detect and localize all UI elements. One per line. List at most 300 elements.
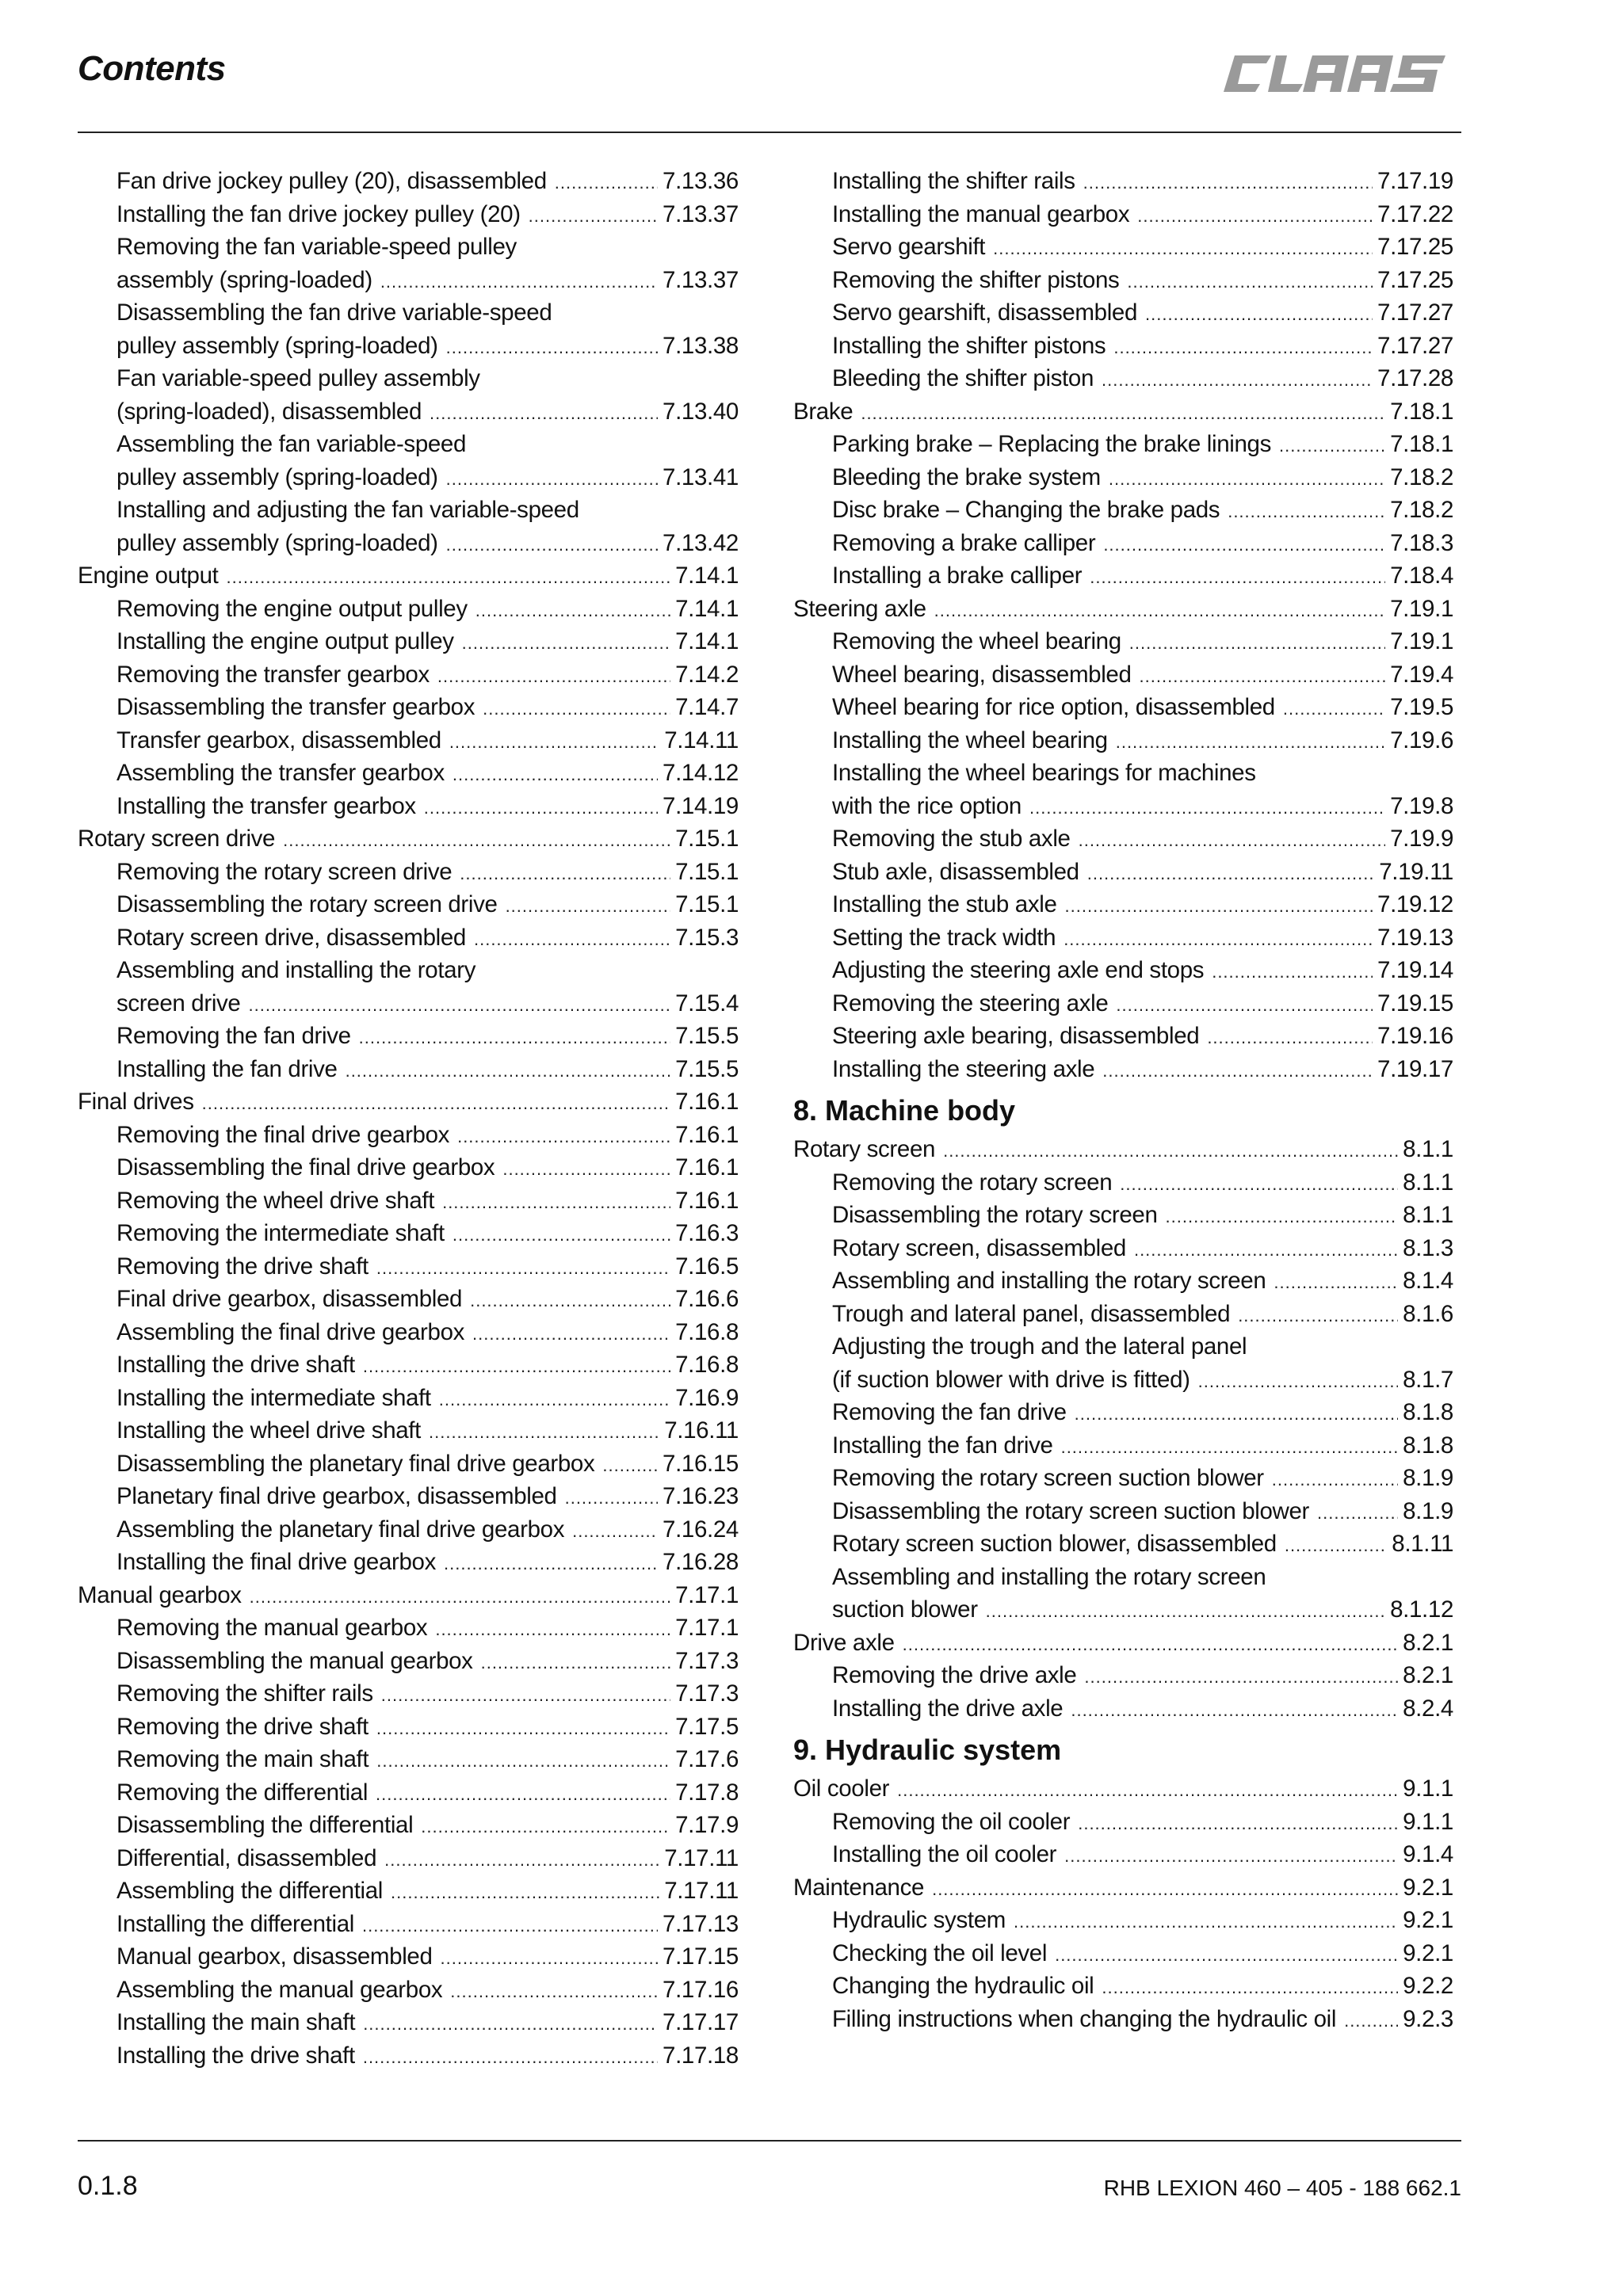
dot-leader xyxy=(1166,1200,1399,1232)
dot-leader xyxy=(565,1482,658,1513)
toc-entry[interactable] xyxy=(78,724,739,757)
toc-entry-title: Manual gearbox xyxy=(78,1581,242,1608)
toc-section-entry[interactable] xyxy=(78,822,739,856)
footer-document-ref: RHB LEXION 460 – 405 - 188 662.1 xyxy=(1103,2176,1461,2200)
toc-entry[interactable] xyxy=(793,1429,1453,1463)
toc-entry[interactable] xyxy=(793,527,1453,560)
toc-entry-page: 9.2.1 xyxy=(1403,1874,1453,1901)
toc-entry-title: Checking the oil level xyxy=(832,1939,1048,1966)
toc-right-column xyxy=(793,165,1453,2035)
toc-entry[interactable] xyxy=(793,1396,1453,1429)
toc-entry-page: 8.1.4 xyxy=(1403,1268,1453,1294)
toc-entry-title: Bleeding the shifter piston xyxy=(832,365,1094,391)
toc-entry-title: Assembling the transfer gearbox xyxy=(116,760,445,786)
dot-leader xyxy=(1090,561,1385,593)
toc-entry-title: Removing the drive axle xyxy=(832,1662,1077,1688)
toc-entry-page: 8.2.1 xyxy=(1403,1629,1453,1656)
toc-entry-title: Installing the main shaft xyxy=(116,2009,356,2035)
toc-entry-page: 7.18.1 xyxy=(1390,431,1453,457)
dot-leader xyxy=(202,1087,670,1119)
dot-leader xyxy=(380,265,658,297)
toc-entry-page: 7.16.28 xyxy=(663,1549,739,1575)
toc-entry-title: Filling instructions when changing the hydraulic oil xyxy=(832,2005,1337,2032)
toc-entry[interactable] xyxy=(793,987,1453,1020)
toc-entry-page: 7.19.1 xyxy=(1390,595,1453,622)
toc-entry[interactable] xyxy=(78,1447,739,1481)
toc-entry[interactable] xyxy=(793,1330,1453,1363)
dot-leader xyxy=(1134,1234,1398,1265)
toc-section-entry[interactable] xyxy=(793,1627,1453,1660)
toc-entry[interactable] xyxy=(78,691,739,724)
toc-entry-title: Assembling the fan variable-speed xyxy=(116,431,467,457)
toc-entry-title: Removing the fan drive xyxy=(832,1399,1067,1425)
toc-entry[interactable] xyxy=(78,1184,739,1218)
toc-entry-page: 8.1.6 xyxy=(1403,1300,1453,1327)
toc-entry[interactable] xyxy=(793,428,1453,461)
toc-entry[interactable] xyxy=(793,494,1453,527)
toc-entry-title: Installing the oil cooler xyxy=(832,1841,1057,1867)
toc-entry-page: 7.14.7 xyxy=(675,694,739,720)
toc-entry[interactable] xyxy=(78,1974,739,2007)
toc-entry-page: 8.1.1 xyxy=(1403,1136,1453,1162)
toc-entry-title: Assembling and installing the rotary xyxy=(116,957,476,983)
toc-entry-page: 7.15.3 xyxy=(675,924,739,951)
toc-entry-page: 7.14.1 xyxy=(675,563,739,589)
toc-entry[interactable] xyxy=(78,1908,739,1941)
toc-entry[interactable] xyxy=(78,1217,739,1250)
dot-leader xyxy=(250,1581,670,1612)
dot-leader xyxy=(457,1120,670,1152)
toc-entry[interactable] xyxy=(793,165,1453,198)
toc-entry-page: 7.19.6 xyxy=(1390,727,1453,753)
dot-leader xyxy=(384,1844,659,1875)
dot-leader xyxy=(1102,1971,1398,2003)
toc-entry-page: 7.15.5 xyxy=(675,1023,739,1049)
toc-entry[interactable] xyxy=(793,461,1453,494)
toc-entry[interactable] xyxy=(78,1513,739,1547)
toc-entry[interactable] xyxy=(793,921,1453,955)
dot-leader xyxy=(444,1547,658,1579)
toc-entry[interactable] xyxy=(78,625,739,658)
toc-entry[interactable] xyxy=(793,231,1453,264)
toc-entry-page: 7.17.25 xyxy=(1377,266,1453,293)
toc-entry[interactable] xyxy=(78,395,739,429)
dot-leader xyxy=(449,726,659,757)
toc-entry-title: Installing the shifter rails xyxy=(832,168,1075,194)
toc-entry-page: 7.18.4 xyxy=(1390,563,1453,589)
toc-entry[interactable] xyxy=(78,1842,739,1875)
toc-entry-page: 7.13.38 xyxy=(663,332,739,359)
dot-leader xyxy=(943,1135,1398,1166)
toc-entry[interactable] xyxy=(78,1053,739,1086)
toc-entry-page: 7.17.27 xyxy=(1377,299,1453,326)
toc-entry-title: Wheel bearing for rice option, disassembled xyxy=(832,694,1275,720)
section-heading: 8. Machine body xyxy=(793,1094,1016,1127)
toc-entry-page: 9.1.4 xyxy=(1403,1841,1453,1867)
toc-entry[interactable] xyxy=(793,362,1453,395)
toc-entry-title: Removing the fan variable-speed pulley xyxy=(116,234,517,260)
toc-entry-page: 7.16.23 xyxy=(663,1483,739,1509)
dot-leader xyxy=(446,528,658,560)
dot-leader xyxy=(506,890,671,921)
toc-entry[interactable] xyxy=(793,1561,1453,1594)
dot-leader xyxy=(1283,692,1385,724)
toc-entry-title: Changing the hydraulic oil xyxy=(832,1973,1094,1999)
toc-entry-title: Disc brake – Changing the brake pads xyxy=(832,497,1220,523)
dot-leader xyxy=(283,824,670,856)
toc-entry[interactable] xyxy=(78,362,739,395)
toc-entry-title: Installing the intermediate shaft xyxy=(116,1384,431,1411)
toc-entry-title: Rotary screen drive, disassembled xyxy=(116,924,466,951)
toc-entry[interactable] xyxy=(793,1659,1453,1692)
dot-leader xyxy=(502,1153,670,1184)
toc-entry[interactable] xyxy=(793,625,1453,658)
toc-entry[interactable] xyxy=(78,1382,739,1415)
toc-entry-title: Installing the wheel bearings for machines xyxy=(832,760,1256,786)
toc-entry[interactable] xyxy=(78,1020,739,1053)
toc-entry-page: 7.14.1 xyxy=(675,628,739,654)
toc-entry-title: Installing the fan drive xyxy=(116,1055,338,1082)
dot-leader xyxy=(1102,364,1373,395)
toc-entry-title: Removing the drive shaft xyxy=(116,1253,369,1280)
dot-leader xyxy=(1064,1840,1398,1871)
toc-entry-title: Installing the steering axle xyxy=(832,1055,1095,1082)
toc-entry[interactable] xyxy=(78,856,739,889)
toc-entry-title: Oil cooler xyxy=(793,1775,890,1802)
toc-entry[interactable] xyxy=(793,2003,1453,2036)
toc-entry[interactable] xyxy=(793,1053,1453,1086)
dot-leader xyxy=(555,166,658,198)
dot-leader xyxy=(993,232,1373,264)
toc-entry[interactable] xyxy=(793,1232,1453,1265)
toc-section-entry[interactable] xyxy=(793,1772,1453,1806)
toc-entry[interactable] xyxy=(78,790,739,823)
dot-leader xyxy=(1065,890,1373,921)
toc-entry[interactable] xyxy=(78,1348,739,1382)
dot-leader xyxy=(1140,660,1386,692)
toc-entry[interactable] xyxy=(78,1546,739,1579)
toc-entry[interactable] xyxy=(793,954,1453,987)
toc-entry-page: 7.15.1 xyxy=(675,891,739,917)
toc-entry-title: Engine output xyxy=(78,563,219,589)
toc-entry-title: Trough and lateral panel, disassembled xyxy=(832,1300,1231,1327)
toc-section-entry[interactable] xyxy=(793,593,1453,626)
toc-entry-page: 7.17.1 xyxy=(675,1581,739,1608)
dot-leader xyxy=(429,1416,659,1447)
toc-entry[interactable] xyxy=(78,330,739,363)
dot-leader xyxy=(1075,1398,1398,1429)
toc-entry[interactable] xyxy=(78,428,739,461)
dot-leader xyxy=(483,692,670,724)
toc-entry-page: 7.17.3 xyxy=(675,1647,739,1674)
toc-entry[interactable] xyxy=(78,461,739,494)
toc-section-entry[interactable] xyxy=(78,1085,739,1119)
toc-entry-page: 7.16.1 xyxy=(675,1089,739,1115)
dot-leader xyxy=(602,1449,658,1481)
dot-leader xyxy=(424,791,658,823)
toc-entry-page: 7.15.4 xyxy=(675,990,739,1016)
toc-entry-title: Installing the stub axle xyxy=(832,891,1057,917)
toc-entry-title: Installing a brake calliper xyxy=(832,563,1083,589)
toc-entry[interactable] xyxy=(793,1298,1453,1331)
toc-entry-title: Installing the final drive gearbox xyxy=(116,1549,436,1575)
dot-leader xyxy=(462,627,670,658)
toc-entry-page: 9.2.2 xyxy=(1403,1973,1453,1999)
toc-entry[interactable] xyxy=(78,593,739,626)
toc-entry-page: 8.1.3 xyxy=(1403,1234,1453,1261)
toc-entry[interactable] xyxy=(793,1692,1453,1726)
toc-entry[interactable] xyxy=(78,1776,739,1810)
toc-entry[interactable] xyxy=(78,1250,739,1283)
toc-entry-title: with the rice option xyxy=(832,792,1022,819)
toc-entry-page: 7.16.1 xyxy=(675,1121,739,1148)
toc-entry-page: 7.18.2 xyxy=(1390,463,1453,490)
toc-entry-title: Installing the drive shaft xyxy=(116,1352,355,1378)
toc-entry[interactable] xyxy=(793,1199,1453,1232)
dot-leader xyxy=(470,1284,670,1316)
toc-entry[interactable] xyxy=(78,2006,739,2039)
toc-entry-title: Removing the stub axle xyxy=(832,826,1071,852)
toc-entry-title: Installing the fan drive jockey pulley (20) xyxy=(116,200,521,227)
dot-leader xyxy=(1127,265,1373,297)
toc-entry[interactable] xyxy=(78,2039,739,2073)
toc-entry-title: Maintenance xyxy=(793,1874,925,1901)
toc-entry-title: Wheel bearing, disassembled xyxy=(832,661,1132,688)
toc-entry[interactable] xyxy=(793,330,1453,363)
toc-entry[interactable] xyxy=(793,1904,1453,1937)
toc-entry-title: Disassembling the fan drive variable-speed xyxy=(116,299,552,326)
toc-entry[interactable] xyxy=(78,1875,739,1908)
dot-leader xyxy=(932,1873,1398,1905)
toc-entry[interactable] xyxy=(78,1940,739,1974)
toc-entry-page: 7.16.15 xyxy=(663,1450,739,1477)
toc-entry-title: Disassembling the planetary final drive gearbox xyxy=(116,1450,595,1477)
toc-entry-title: pulley assembly (spring-loaded) xyxy=(116,463,438,490)
dot-leader xyxy=(346,1055,671,1086)
dot-leader xyxy=(474,923,670,955)
toc-entry-title: Assembling the manual gearbox xyxy=(116,1976,443,2003)
toc-entry-title: Assembling the final drive gearbox xyxy=(116,1318,465,1345)
toc-entry[interactable] xyxy=(793,1264,1453,1298)
toc-entry-page: 7.14.19 xyxy=(663,792,739,819)
toc-entry[interactable] xyxy=(793,658,1453,692)
dot-leader xyxy=(1279,429,1385,461)
toc-entry[interactable] xyxy=(78,1414,739,1447)
toc-entry[interactable] xyxy=(78,296,739,330)
toc-entry-title: Removing the oil cooler xyxy=(832,1808,1071,1835)
dot-leader xyxy=(363,1350,670,1382)
dot-leader xyxy=(1087,857,1374,889)
toc-section-entry[interactable] xyxy=(793,1871,1453,1905)
toc-section-entry[interactable] xyxy=(78,1579,739,1612)
dot-leader xyxy=(359,1021,670,1053)
toc-entry[interactable] xyxy=(793,1462,1453,1495)
toc-entry-page: 8.1.8 xyxy=(1403,1399,1453,1425)
toc-entry[interactable] xyxy=(78,527,739,560)
toc-entry[interactable] xyxy=(793,1363,1453,1397)
dot-leader xyxy=(227,561,671,593)
toc-entry-page: 7.17.27 xyxy=(1377,332,1453,359)
dot-leader xyxy=(1272,1463,1398,1495)
claas-logo xyxy=(1224,55,1445,92)
toc-section-entry[interactable] xyxy=(793,1133,1453,1166)
toc-entry[interactable] xyxy=(78,1645,739,1678)
toc-entry[interactable] xyxy=(78,888,739,921)
dot-leader xyxy=(1103,528,1385,560)
dot-leader xyxy=(430,397,658,429)
toc-entry-page: 7.14.1 xyxy=(675,595,739,622)
toc-entry[interactable] xyxy=(793,888,1453,921)
dot-leader xyxy=(1116,989,1373,1020)
toc-entry[interactable] xyxy=(793,1166,1453,1199)
dot-leader xyxy=(1228,495,1385,527)
dot-leader xyxy=(1079,824,1385,856)
toc-entry[interactable] xyxy=(793,1020,1453,1053)
toc-left-column xyxy=(78,165,739,2072)
dot-leader xyxy=(446,463,658,494)
toc-entry[interactable] xyxy=(78,921,739,955)
toc-entry-page: 7.17.13 xyxy=(663,1910,739,1937)
toc-entry-title: Steering axle xyxy=(793,595,926,622)
dot-leader xyxy=(421,1810,670,1842)
toc-entry[interactable] xyxy=(78,987,739,1020)
toc-entry-title: Servo gearshift xyxy=(832,234,986,260)
toc-entry[interactable] xyxy=(78,1119,739,1152)
toc-entry[interactable] xyxy=(793,559,1453,593)
toc-entry-page: 7.16.5 xyxy=(675,1253,739,1280)
toc-entry-title: Installing the transfer gearbox xyxy=(116,792,416,819)
toc-entry-title: Removing the rotary screen suction blower xyxy=(832,1465,1264,1491)
dot-leader xyxy=(1061,1431,1399,1463)
toc-entry-page: 9.1.1 xyxy=(1403,1808,1453,1835)
toc-entry[interactable] xyxy=(793,1527,1453,1561)
toc-entry-title: Removing the main shaft xyxy=(116,1746,369,1772)
dot-leader xyxy=(1078,1807,1398,1839)
toc-entry[interactable] xyxy=(793,264,1453,297)
toc-entry-title: Brake xyxy=(793,398,854,425)
toc-entry[interactable] xyxy=(793,1970,1453,2003)
dot-leader xyxy=(986,1595,1385,1627)
toc-entry-page: 8.2.4 xyxy=(1403,1695,1453,1722)
toc-entry-title: Manual gearbox, disassembled xyxy=(116,1943,433,1970)
toc-entry[interactable] xyxy=(78,1711,739,1744)
toc-entry-page: 7.16.1 xyxy=(675,1154,739,1180)
dot-leader xyxy=(1071,1694,1398,1726)
toc-entry[interactable] xyxy=(78,1743,739,1776)
toc-entry[interactable] xyxy=(78,1677,739,1711)
toc-entry[interactable] xyxy=(793,822,1453,856)
toc-entry-title: Differential, disassembled xyxy=(116,1844,377,1871)
dot-leader xyxy=(1198,1365,1399,1397)
toc-entry[interactable] xyxy=(78,1316,739,1349)
toc-entry-page: 7.17.11 xyxy=(664,1878,739,1904)
dot-leader xyxy=(1014,1905,1398,1937)
toc-entry-page: 7.17.1 xyxy=(675,1615,739,1641)
dot-leader xyxy=(446,331,658,363)
toc-entry-page: 7.13.36 xyxy=(663,168,739,194)
toc-entry-title: Rotary screen xyxy=(793,1136,936,1162)
dot-leader xyxy=(362,1909,658,1941)
toc-entry-page: 7.19.11 xyxy=(1379,858,1453,885)
toc-section-entry[interactable] xyxy=(78,559,739,593)
toc-entry-title: Installing the differential xyxy=(116,1910,354,1937)
toc-entry-page: 8.1.1 xyxy=(1403,1169,1453,1196)
toc-entry-page: 9.1.1 xyxy=(1403,1775,1453,1802)
toc-entry[interactable] xyxy=(78,264,739,297)
toc-entry[interactable] xyxy=(793,757,1453,790)
dot-leader xyxy=(475,594,670,626)
toc-entry-title: Planetary final drive gearbox, disassembled xyxy=(116,1483,557,1509)
toc-entry-page: 7.19.15 xyxy=(1377,990,1453,1016)
toc-entry[interactable] xyxy=(78,1809,739,1842)
toc-entry[interactable] xyxy=(793,856,1453,889)
toc-entry-page: 7.13.41 xyxy=(663,463,739,490)
toc-entry[interactable] xyxy=(793,1937,1453,1970)
toc-entry[interactable] xyxy=(78,198,739,231)
toc-entry[interactable] xyxy=(78,1611,739,1645)
toc-entry[interactable] xyxy=(78,954,739,987)
dot-leader xyxy=(1137,200,1373,231)
toc-entry-page: 7.13.37 xyxy=(663,200,739,227)
toc-entry[interactable] xyxy=(793,1806,1453,1839)
toc-entry[interactable] xyxy=(793,1495,1453,1528)
toc-entry[interactable] xyxy=(78,165,739,198)
toc-entry[interactable] xyxy=(78,494,739,527)
toc-entry[interactable] xyxy=(793,724,1453,757)
toc-entry-title: Installing the fan drive xyxy=(832,1432,1053,1459)
dot-leader xyxy=(1274,1266,1398,1298)
toc-entry-page: 7.17.9 xyxy=(675,1812,739,1838)
toc-entry[interactable] xyxy=(793,1838,1453,1871)
toc-entry-title: assembly (spring-loaded) xyxy=(116,266,372,293)
dot-leader xyxy=(441,1942,658,1974)
toc-entry-title: Removing the final drive gearbox xyxy=(116,1121,450,1148)
dot-leader xyxy=(1113,331,1373,363)
toc-entry-title: Removing the wheel drive shaft xyxy=(116,1187,435,1214)
toc-entry-title: Removing the differential xyxy=(116,1779,369,1806)
dot-leader xyxy=(376,1745,670,1776)
toc-entry-title: Final drives xyxy=(78,1089,194,1115)
toc-entry-page: 7.14.2 xyxy=(675,661,739,688)
toc-entry-page: 7.19.14 xyxy=(1377,957,1453,983)
toc-entry[interactable] xyxy=(78,1283,739,1316)
toc-entry[interactable] xyxy=(793,198,1453,231)
toc-entry-title: Steering axle bearing, disassembled xyxy=(832,1023,1200,1049)
dot-leader xyxy=(1207,1021,1373,1053)
toc-entry[interactable] xyxy=(78,1151,739,1184)
toc-entry[interactable] xyxy=(78,231,739,264)
dot-leader xyxy=(903,1628,1398,1660)
toc-section-entry[interactable] xyxy=(793,395,1453,429)
toc-entry[interactable] xyxy=(793,790,1453,823)
toc-entry[interactable] xyxy=(78,658,739,692)
toc-entry-page: 7.16.1 xyxy=(675,1187,739,1214)
section-heading: 9. Hydraulic system xyxy=(793,1733,1062,1766)
toc-entry-page: 7.19.8 xyxy=(1390,792,1453,819)
toc-entry-page: 7.14.12 xyxy=(663,760,739,786)
toc-entry[interactable] xyxy=(78,757,739,790)
toc-entry-page: 7.17.28 xyxy=(1377,365,1453,391)
toc-entry-page: 7.17.5 xyxy=(675,1713,739,1740)
toc-entry-page: 7.19.1 xyxy=(1390,628,1453,654)
toc-entry[interactable] xyxy=(793,296,1453,330)
toc-entry[interactable] xyxy=(78,1480,739,1513)
toc-entry[interactable] xyxy=(793,1593,1453,1627)
toc-entry-page: 7.18.3 xyxy=(1390,529,1453,556)
toc-entry[interactable] xyxy=(793,691,1453,724)
toc-entry-page: 7.13.37 xyxy=(663,266,739,293)
footer-rule xyxy=(78,2140,1461,2142)
